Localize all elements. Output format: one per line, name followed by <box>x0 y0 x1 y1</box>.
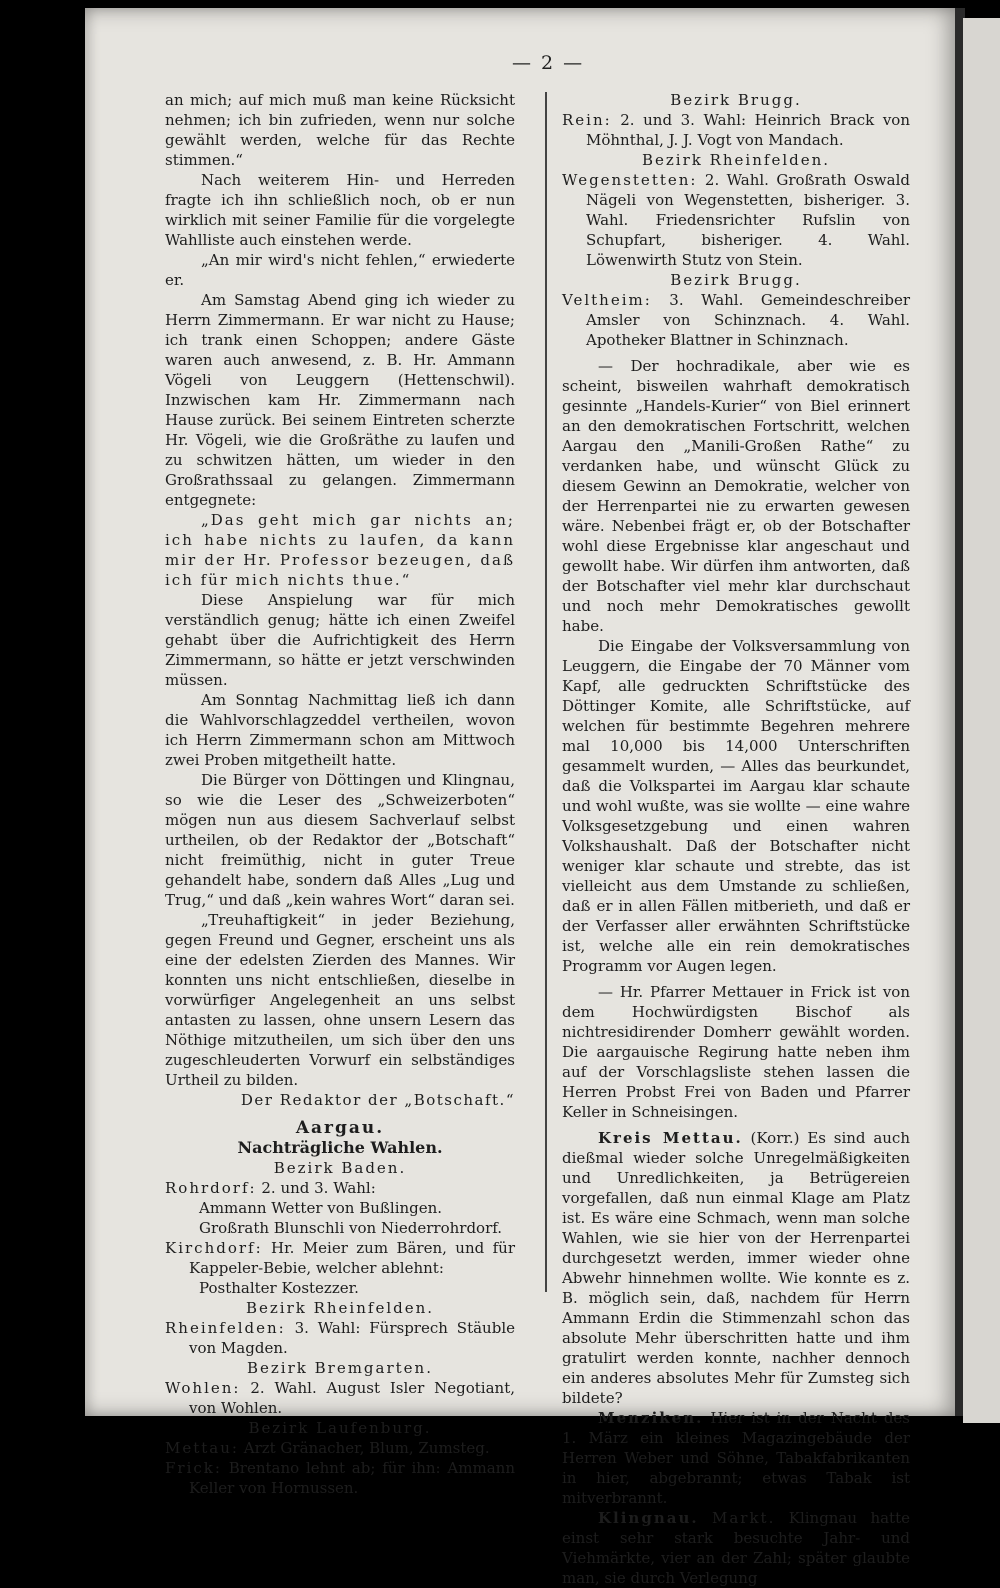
candidate-line: Posthalter Kostezzer. <box>199 1279 359 1297</box>
page-number: — 2 — <box>512 52 585 74</box>
paragraph: — Der hochradikale, aber wie es scheint, bisweilen wahrhaft demokratisch gesinnte „Handels-Kurier“ von Biel erinnert an den demokratischen Fortschritt, welchen Aargau den „Manili-Großen Rathe“ zu verdanken habe, und wünscht Glück zu diesem Gewinn an Demokratie, welcher von der Herrenpartei nie zu erwarten gewesen wäre. Nebenbei frägt er, ob der Botschafter wohl diese Ergebnisse klar angeschaut und gewollt habe. Wir dürfen ihm antworten, daß der Botschafter viel mehr klar durchschaut und noch mehr Demokratisches gewollt habe. <box>562 357 910 635</box>
paragraph: Die Eingabe der Volksversammlung von Leuggern, die Eingabe der 70 Männer vom Kapf, alle gedruckten Schriftstücke des Döttinger Komite, alle Schriftstücke, auf welchen für bestimmte Begehren mehrere mal 10,000 bis 14,000 Unterschriften gesammelt wurden, — Alles das beurkundet, daß die Volkspartei im Aargau klar schaute und wohl wußte, was sie wollte — eine wahre Volksgesetzgebung und einen wahren Volkshaushalt. Daß der Botschafter nicht weniger klar schaute und strebte, das ist vielleicht aus dem Umstande zu schließen, daß er in allen Fällen mitberieth, und daß er der Verfasser aller erwähnten Schriftstücke ist, welche alle ein rein demokratisches Programm vor Augen legen. <box>562 637 910 975</box>
candidate-line: Ammann Wetter von Bußlingen. <box>199 1199 443 1217</box>
election-entry <box>165 1378 515 1418</box>
candidate-line: Großrath Blunschli von Niederrohrdorf. <box>199 1219 503 1237</box>
paragraph: an mich; auf mich muß man keine Rücksicht nehmen; ich bin zufrieden, wenn nur solche gewählt werden, welche für das Rechte stimmen.“ <box>165 91 515 169</box>
election-entry <box>165 1438 515 1458</box>
news-item-text: Hier ist in der Nacht des 1. März ein kleines Magazingebäude der Herren Weber und Söhne, Tabakfabrikanten in hier, abgebrannt; etwas Tabak ist mitverbrannt. <box>562 1409 910 1507</box>
signature-line <box>165 1090 515 1110</box>
election-entry <box>165 1178 515 1198</box>
news-item-label: Kreis Mettau. <box>598 1129 743 1147</box>
entry-label: Wohlen: <box>165 1379 241 1397</box>
signature: Der Redaktor der „Botschaft.“ <box>240 1091 515 1109</box>
news-item-sublabel: Markt. <box>711 1509 776 1527</box>
election-entry <box>165 1458 515 1498</box>
news-item-label: Menziken. <box>598 1409 704 1427</box>
left-column <box>165 90 515 1498</box>
news-item <box>562 1128 910 1408</box>
news-item-text: (Korr.) Es sind auch dießmal wieder solche Unregelmäßigkeiten und Unredlichkeiten, ja Betrügereien vorgefallen, daß nun einmal Klage am Platz ist. Es wäre eine Schmach, wenn man solche Wahlen, wie sie hier von der Herrenpartei durchgesetzt werden, immer wieder ohne Abwehr hinnehmen wollte. Wie konnte es z. B. möglich sein, daß, nachdem für Herrn Ammann Erdin die Stimmenzahl schon das absolute Mehr überschritten hatte und ihm gratulirt werden konnte, nachher dennoch ein anderes absolutes Mehr für Zumsteg sich bildete? <box>562 1129 910 1407</box>
district-heading: Bezirk Brugg. <box>670 91 802 109</box>
entry-label: Rheinfelden: <box>165 1319 286 1337</box>
election-entry <box>562 290 910 350</box>
election-entry <box>562 170 910 270</box>
paragraph: „Treuhaftigkeit“ in jeder Beziehung, gegen Freund und Gegner, erscheint uns als eine der edelsten Zierden des Mannes. Wir konnten uns nicht entschließen, dieselbe in vorwürfiger Angelegenheit an uns selbst antasten zu lassen, ohne unsern Lesern das Nöthige mitzutheilen, um sich über den uns zugeschleuderten Vorwurf ein selbständiges Urtheil zu bilden. <box>165 911 515 1089</box>
news-item-text: Klingnau hatte einst sehr stark besuchte Jahr- und Viehmärkte, vier an der Zahl; später glaubte man, sie durch Verlegung <box>562 1509 910 1587</box>
entry-text: 3. Wahl. Gemeindeschreiber Amsler von Schinznach. 4. Wahl. Apotheker Blattner in Schinznach. <box>586 291 910 349</box>
paragraph: Die Bürger von Döttingen und Klingnau, so wie die Leser des „Schweizerboten“ mögen nun aus diesem Sachverlauf selbst urtheilen, ob der Redaktor der „Botschaft“ nicht freimüthig, nicht in guter Treue gehandelt habe, sondern daß Alles „Lug und Trug,“ und daß „kein wahres Wort“ daran sei. <box>165 771 515 909</box>
right-column <box>562 90 910 1588</box>
entry-text: Brentano lehnt ab; für ihn: Ammann Keller von Hornussen. <box>189 1459 515 1497</box>
paragraph: Am Sonntag Nachmittag ließ ich dann die Wahlvorschlagzeddel vertheilen, wovon ich Herrn Zimmermann schon am Mittwoch zwei Proben mitgetheilt hatte. <box>165 691 515 769</box>
entry-text: 2. und 3. Wahl: Heinrich Brack von Möhnthal, J. J. Vogt von Mandach. <box>586 111 910 149</box>
news-item <box>562 1408 910 1508</box>
paragraph: — Hr. Pfarrer Mettauer in Frick ist von dem Hochwürdigsten Bischof als nichtresidirender Domherr gewählt worden. Die aargauische Regirung hatte neben ihm auf der Vorschlagsliste stehen lassen die Herren Probst Frei von Baden und Pfarrer Keller in Schneisingen. <box>562 983 910 1121</box>
district-heading: Bezirk Laufenburg. <box>248 1419 432 1437</box>
district-heading: Bezirk Bremgarten. <box>247 1359 433 1377</box>
election-entry <box>562 110 910 150</box>
entry-text: 2. Wahl. August Isler Negotiant, von Wohlen. <box>189 1379 515 1417</box>
entry-label: Frick: <box>165 1459 222 1477</box>
district-heading: Bezirk Rheinfelden. <box>245 1299 435 1317</box>
entry-text: 3. Wahl: Fürsprech Stäuble von Magden. <box>189 1319 515 1357</box>
adjacent-page-strip <box>963 18 1000 1423</box>
section-heading: Aargau. <box>295 1118 385 1138</box>
entry-text: Arzt Gränacher, Blum, Zumsteg. <box>243 1439 490 1457</box>
news-item <box>562 1508 910 1588</box>
entry-text: Hr. Meier zum Bären, und für Kappeler-Bebie, welcher ablehnt: <box>189 1239 515 1277</box>
section-subheading: Nachträgliche Wahlen. <box>237 1138 443 1157</box>
paragraph: „Das geht mich gar nichts an; ich habe nichts zu laufen, da kann mir der Hr. Professor bezeugen, daß ich für mich nichts thue.“ <box>165 511 515 589</box>
district-heading: Bezirk Baden. <box>273 1159 407 1177</box>
entry-text: 2. Wahl. Großrath Oswald Nägeli von Wegenstetten, bisheriger. 3. Wahl. Friedensrichter Rufslin von Schupfart, bisheriger. 4. Wahl. Löwenwirth Stutz von Stein. <box>586 171 910 269</box>
news-item-label: Klingnau. <box>598 1509 699 1527</box>
column-divider <box>545 92 547 1292</box>
paragraph: Am Samstag Abend ging ich wieder zu Herrn Zimmermann. Er war nicht zu Hause; ich trank einen Schoppen; andere Gäste waren auch anwesend, z. B. Hr. Ammann Vögeli von Leuggern (Hettenschwil). Inzwischen kam Hr. Zimmermann nach Hause zurück. Bei seinem Eintreten scherzte Hr. Vögeli, wie die Großräthe zu laufen und zu schwitzen hätten, um wieder in den Großrathssaal zu gelangen. Zimmermann entgegnete: <box>165 291 515 509</box>
paragraph: Nach weiterem Hin- und Herreden fragte ich ihn schließlich noch, ob er nun wirklich mit seiner Familie für die vorgelegte Wahlliste auch einstehen werde. <box>165 171 515 249</box>
entry-label: Kirchdorf: <box>165 1239 263 1257</box>
entry-label: Veltheim: <box>562 291 652 309</box>
election-entry <box>165 1238 515 1278</box>
district-heading: Bezirk Brugg. <box>670 271 802 289</box>
district-heading: Bezirk Rheinfelden. <box>641 151 831 169</box>
entry-label: Wegenstetten: <box>562 171 698 189</box>
entry-label: Mettau: <box>165 1439 239 1457</box>
entry-text: 2. und 3. Wahl: <box>261 1179 376 1197</box>
paragraph: Diese Anspielung war für mich verständlich genug; hätte ich einen Zweifel gehabt über die Aufrichtigkeit des Herrn Zimmermann, so hätte er jetzt verschwinden müssen. <box>165 591 515 689</box>
election-entry <box>165 1318 515 1358</box>
paragraph: „An mir wird's nicht fehlen,“ erwiederte er. <box>165 251 515 289</box>
entry-label: Rein: <box>562 111 612 129</box>
entry-label: Rohrdorf: <box>165 1179 257 1197</box>
